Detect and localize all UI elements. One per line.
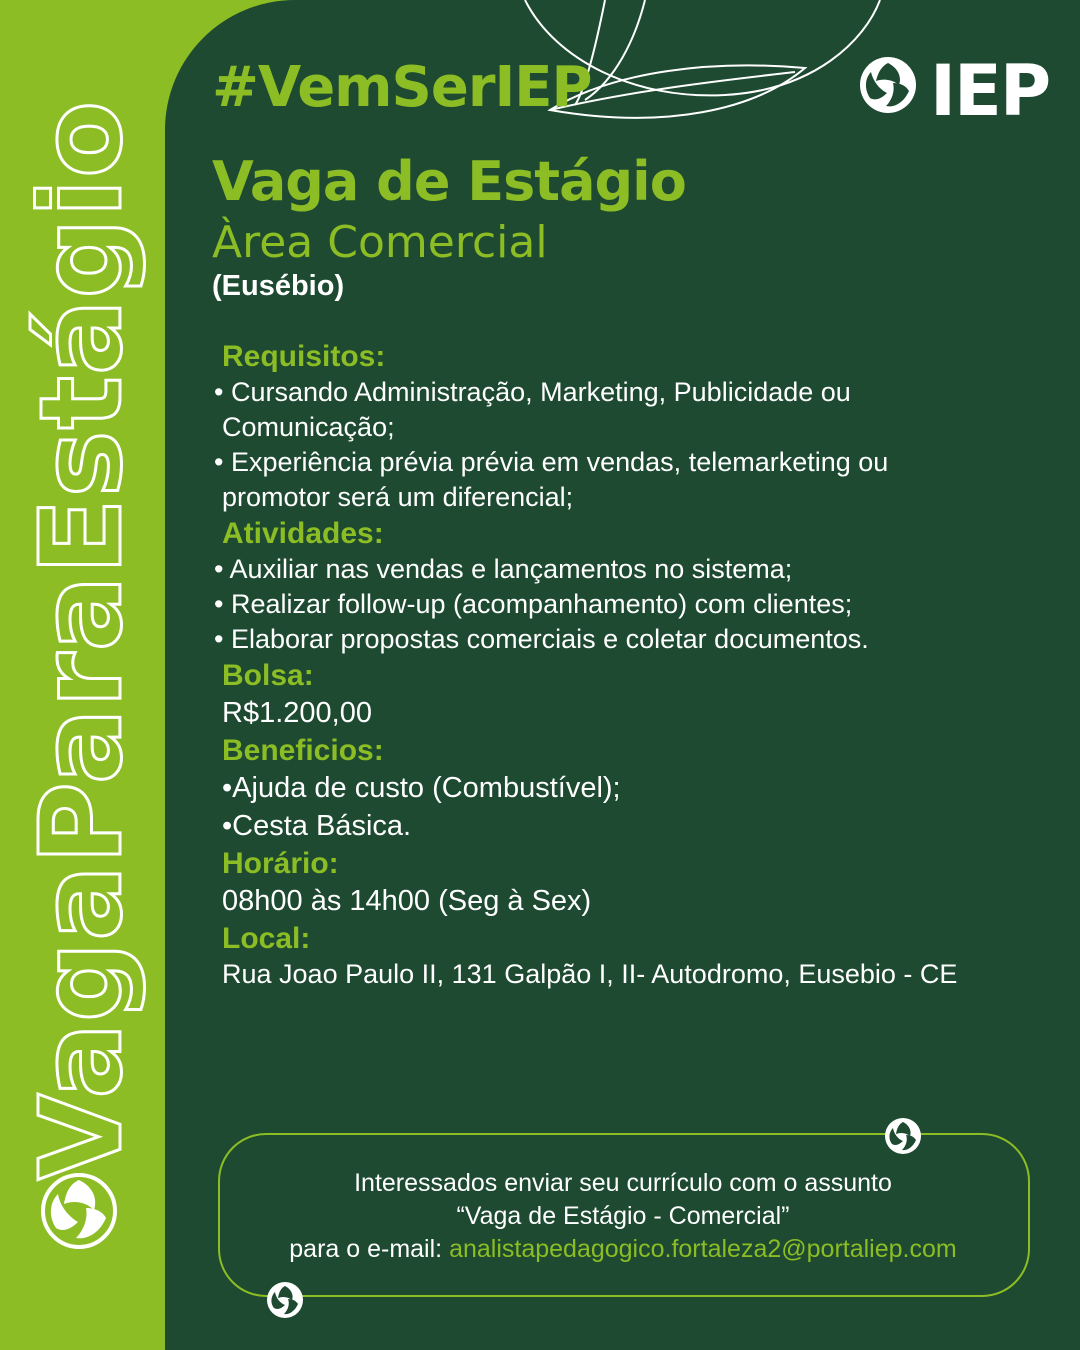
horario-heading: Horário: <box>222 847 339 880</box>
requisitos-heading: Requisitos: <box>222 340 386 373</box>
cta-line: Interessados enviar seu currículo com o assunto <box>354 1169 892 1197</box>
cta-line <box>218 1233 1028 1266</box>
cta-email-prefix: para o e-mail: <box>289 1235 450 1263</box>
iep-emblem-small-icon <box>266 1281 304 1319</box>
local-heading: Local: <box>222 922 311 955</box>
requisitos-line: Comunicação; <box>222 412 395 442</box>
iep-emblem-small-icon <box>884 1117 922 1155</box>
beneficios-heading: Beneficios: <box>222 734 384 767</box>
vertical-title: VagaParaEstágio <box>17 99 147 1181</box>
atividades-line: • Elaborar propostas comerciais e coletar documentos. <box>214 624 869 654</box>
requisitos-line: • Experiência prévia prévia em vendas, telemarketing ou <box>214 447 889 477</box>
requisitos-line: • Cursando Administração, Marketing, Publicidade ou <box>214 377 851 407</box>
city-label: (Eusébio) <box>212 270 345 302</box>
iep-emblem-icon <box>40 1172 118 1250</box>
page-title: Vaga de Estágio <box>212 150 686 213</box>
atividades-line: • Auxiliar nas vendas e lançamentos no sistema; <box>214 554 793 584</box>
hashtag: #VemSerIEP <box>212 55 592 120</box>
page-subtitle: Àrea Comercial <box>212 217 548 268</box>
requisitos-line: promotor será um diferencial; <box>222 482 574 512</box>
local-value: Rua Joao Paulo II, 131 Galpão I, II- Autodromo, Eusebio - CE <box>222 959 958 989</box>
horario-value: 08h00 às 14h00 (Seg à Sex) <box>222 885 592 917</box>
email-link[interactable]: analistapedagogico.fortaleza2@portaliep.com <box>449 1235 957 1263</box>
beneficios-line: •Cesta Básica. <box>222 810 412 842</box>
bolsa-heading: Bolsa: <box>222 659 314 692</box>
cta-text <box>218 1167 1028 1266</box>
iep-logo-text: IEP <box>930 50 1050 132</box>
cta-line: “Vaga de Estágio - Comercial” <box>456 1202 790 1230</box>
iep-logo-icon <box>858 55 918 115</box>
beneficios-line: •Ajuda de custo (Combustível); <box>222 772 621 804</box>
sidebar <box>0 0 165 1181</box>
atividades-line: • Realizar follow-up (acompanhamento) com clientes; <box>214 589 853 619</box>
bolsa-value: R$1.200,00 <box>222 697 372 729</box>
atividades-heading: Atividades: <box>222 517 384 550</box>
job-details <box>214 338 1062 992</box>
